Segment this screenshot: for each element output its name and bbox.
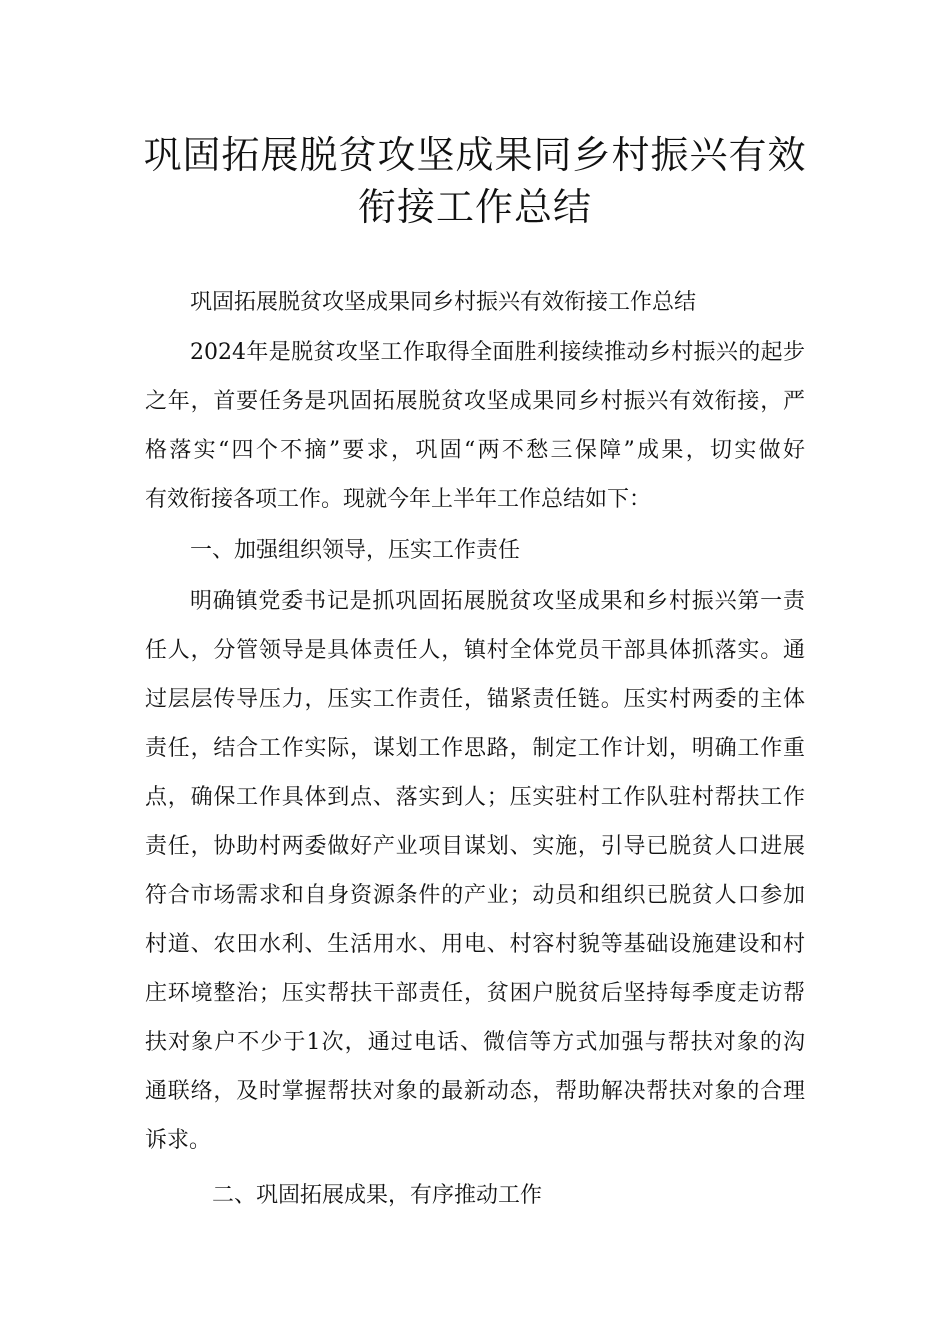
section1-line: 责任，结合工作实际，谋划工作思路，制定工作计划，明确工作重 [145,736,805,761]
section1-line: 诉求。 [145,1128,212,1153]
section1-line: 任人，分管领导是具体责任人，镇村全体党员干部具体抓落实。通 [145,638,805,663]
section1-line: 点，确保工作具体到点、落实到人；压实驻村工作队驻村帮扶工作 [145,785,805,810]
document-title-line-1: 巩固拓展脱贫攻坚成果同乡村振兴有效 [143,133,807,177]
intro-line: 之年，首要任务是巩固拓展脱贫攻坚成果同乡村振兴有效衔接，严 [145,389,805,414]
section1-line: 庄环境整治；压实帮扶干部责任，贫困户脱贫后坚持每季度走访帮 [145,981,805,1006]
section1-line: 村道、农田水利、生活用水、用电、村容村貌等基础设施建设和村 [145,932,805,957]
section-heading-1: 一、加强组织领导，压实工作责任 [190,538,521,563]
section1-line: 符合市场需求和自身资源条件的产业；动员和组织已脱贫人口参加 [145,883,805,908]
document-title-line-2: 衔接工作总结 [357,185,592,229]
section1-line: 通联络，及时掌握帮扶对象的最新动态，帮助解决帮扶对象的合理 [145,1079,805,1104]
intro-line: 格落实“四个不摘”要求，巩固“两不愁三保障”成果，切实做好 [145,438,805,463]
intro-line: 2024年是脱贫攻坚工作取得全面胜利接续推动乡村振兴的起步 [190,340,805,365]
section1-line: 明确镇党委书记是抓巩固拓展脱贫攻坚成果和乡村振兴第一责 [190,589,805,614]
section1-line: 过层层传导压力，压实工作责任，锚紧责任链。压实村两委的主体 [145,687,805,712]
document-subtitle: 巩固拓展脱贫攻坚成果同乡村振兴有效衔接工作总结 [190,290,697,315]
section-heading-2: 二、巩固拓展成果，有序推动工作 [212,1183,543,1208]
intro-line: 有效衔接各项工作。现就今年上半年工作总结如下： [145,487,652,512]
section1-line: 扶对象户不少于1次，通过电话、微信等方式加强与帮扶对象的沟 [145,1030,805,1055]
section1-line: 责任，协助村两委做好产业项目谋划、实施，引导已脱贫人口进展 [145,834,805,859]
